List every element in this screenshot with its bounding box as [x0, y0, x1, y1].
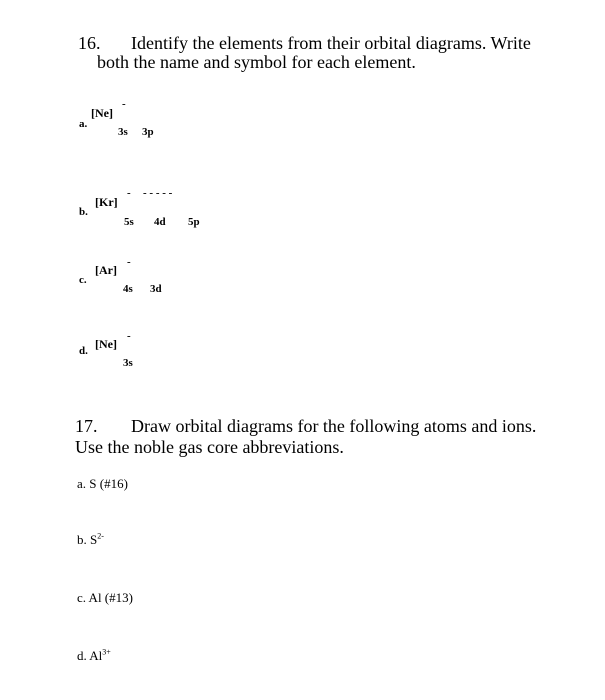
sublevel-label: 3s — [123, 357, 133, 369]
noble-gas-core: [Ar] — [95, 263, 117, 277]
item-letter: b. — [79, 206, 88, 218]
sublevel-label: 3p — [142, 126, 154, 138]
sublevel-label: 5s — [124, 216, 134, 228]
item-letter: d. — [79, 345, 88, 357]
sublevel-label: 3s — [118, 126, 128, 138]
orbital-blank: - — [127, 330, 131, 342]
orbital-blank: - — [127, 187, 131, 199]
item-letter: a. — [79, 118, 88, 130]
sublevel-label: 5p — [188, 216, 200, 228]
part-b-label: b. S — [77, 532, 98, 547]
sublevel-label: 4s — [123, 283, 133, 295]
question-16-text-line2: both the name and symbol for each element. — [97, 52, 416, 72]
item-letter: c. — [79, 274, 87, 286]
part-a-label: a. S (#16) — [77, 476, 128, 491]
question-16-number: 16. — [78, 33, 101, 53]
question-17-number: 17. — [75, 416, 98, 436]
part-b-charge: 2- — [97, 531, 104, 541]
sublevel-label: 4d — [154, 216, 166, 228]
part-d-charge: 3+ — [102, 647, 111, 657]
noble-gas-core: [Kr] — [95, 195, 118, 209]
part-c-label: c. Al (#13) — [77, 590, 133, 605]
question-17-text-line2: Use the noble gas core abbreviations. — [75, 437, 344, 457]
question-16-text-line1: Identify the elements from their orbital diagrams. Write — [131, 33, 531, 53]
orbital-blank: - — [127, 256, 131, 268]
noble-gas-core: [Ne] — [91, 106, 113, 120]
orbital-blank: - — [122, 98, 126, 110]
question-17-text-line1: Draw orbital diagrams for the following atoms and ions. — [131, 416, 537, 436]
part-b — [77, 532, 104, 548]
part-d — [77, 648, 111, 664]
orbital-blank: - - - - - — [143, 187, 173, 199]
part-d-label: d. Al — [77, 648, 103, 663]
noble-gas-core: [Ne] — [95, 337, 117, 351]
sublevel-label: 3d — [150, 283, 162, 295]
